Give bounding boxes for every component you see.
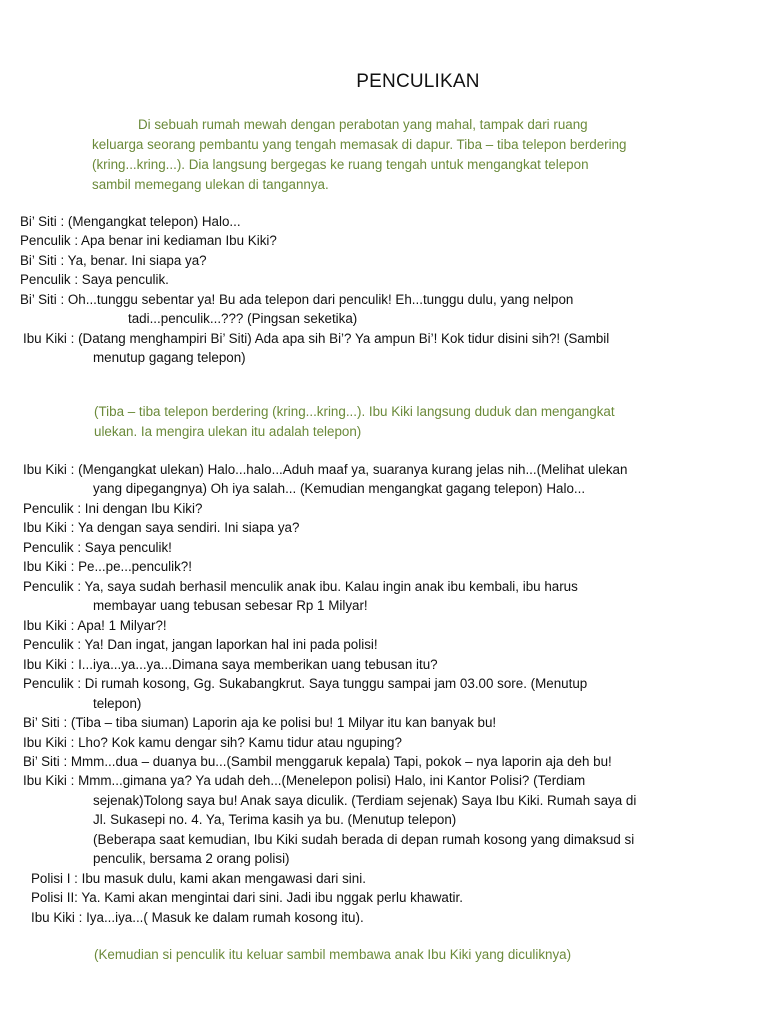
narration-line: (kring...kring...). Dia langsung bergegas ke ruang tengah untuk mengangkat telepon	[92, 157, 589, 172]
dialogue-continuation: telepon)	[93, 696, 142, 711]
end-narration: (Kemudian si penculik itu keluar sambil membawa anak Ibu Kiki yang diculiknya)	[94, 947, 572, 962]
dialogue-line: Ibu Kiki : Apa! 1 Milyar?!	[23, 618, 167, 633]
dialogue-line: Bi’ Siti : Mmm...dua – duanya bu...(Sambil menggaruk kepala) Tapi, pokok – nya laporin aja deh bu!	[23, 754, 612, 769]
dialogue-line: Ibu Kiki : Iya...iya...( Masuk ke dalam rumah kosong itu).	[31, 910, 364, 925]
page-title: PENCULIKAN	[356, 71, 480, 92]
dialogue-continuation: sejenak)Tolong saya bu! Anak saya diculik. (Terdiam sejenak) Saya Ibu Kiki. Rumah saya di	[93, 793, 637, 808]
dialogue-line: Penculik : Saya penculik!	[23, 540, 172, 555]
dialogue-continuation: yang dipegangnya) Oh iya salah... (Kemudian mengangkat gagang telepon) Halo...	[93, 481, 586, 496]
dialogue-line: Ibu Kiki : I...iya...ya...ya...Dimana saya memberikan uang tebusan itu?	[23, 657, 438, 672]
dialogue-line: Ibu Kiki : Mmm...gimana ya? Ya udah deh...(Menelepon polisi) Halo, ini Kantor Polisi? (Terdiam	[23, 773, 586, 788]
dialogue-line: Ibu Kiki : (Datang menghampiri Bi’ Siti) Ada apa sih Bi’? Ya ampun Bi’! Kok tidur disini sih?! (Sambil	[23, 331, 610, 346]
dialogue-continuation: membayar uang tebusan sebesar Rp 1 Milyar!	[93, 598, 368, 613]
dialogue-line: Penculik : Ini dengan Ibu Kiki?	[23, 501, 203, 516]
dialogue-continuation: menutup gagang telepon)	[93, 350, 246, 365]
dialogue-line: Bi’ Siti : Oh...tunggu sebentar ya! Bu ada telepon dari penculik! Eh...tunggu dulu, yang nelpon	[20, 292, 574, 307]
dialogue-continuation: Jl. Sukasepi no. 4. Ya, Terima kasih ya bu. (Menutup telepon)	[93, 812, 457, 827]
dialogue-line: Polisi II: Ya. Kami akan mengintai dari sini. Jadi ibu nggak perlu khawatir.	[31, 890, 463, 905]
dialogue-line: Ibu Kiki : Pe...pe...penculik?!	[23, 559, 192, 574]
dialogue-continuation: tadi...penculik...??? (Pingsan seketika)	[128, 311, 358, 326]
dialogue-line: Penculik : Saya penculik.	[20, 272, 169, 287]
dialogue-line: Penculik : Di rumah kosong, Gg. Sukabangkrut. Saya tunggu sampai jam 03.00 sore. (Menutup	[23, 676, 588, 691]
dialogue-line: Bi’ Siti : (Tiba – tiba siuman) Laporin aja ke polisi bu! 1 Milyar itu kan banyak bu!	[23, 715, 497, 730]
stage-direction: (Beberapa saat kemudian, Ibu Kiki sudah berada di depan rumah kosong yang dimaksud si	[93, 832, 635, 847]
dialogue-line: Penculik : Ya! Dan ingat, jangan laporkan hal ini pada polisi!	[23, 637, 378, 652]
stage-direction: penculik, bersama 2 orang polisi)	[93, 851, 290, 866]
dialogue-line: Bi’ Siti : (Mengangkat telepon) Halo...	[20, 214, 241, 229]
dialogue-line: Penculik : Ya, saya sudah berhasil menculik anak ibu. Kalau ingin anak ibu kembali, ibu harus	[23, 579, 578, 594]
dialogue-line: Ibu Kiki : Lho? Kok kamu dengar sih? Kamu tidur atau nguping?	[23, 735, 402, 750]
narration-line: Di sebuah rumah mewah dengan perabotan yang mahal, tampak dari ruang	[138, 117, 588, 132]
dialogue-line: Polisi I : Ibu masuk dulu, kami akan mengawasi dari sini.	[31, 871, 366, 886]
dialogue-line: Ibu Kiki : (Mengangkat ulekan) Halo...halo...Aduh maaf ya, suaranya kurang jelas nih...(Melihat ulekan	[23, 462, 628, 477]
dialogue-line: Ibu Kiki : Ya dengan saya sendiri. Ini siapa ya?	[23, 520, 300, 535]
narration-line: ulekan. Ia mengira ulekan itu adalah telepon)	[94, 424, 362, 439]
narration-line: keluarga seorang pembantu yang tengah memasak di dapur. Tiba – tiba telepon berdering	[92, 137, 627, 152]
dialogue-line: Penculik : Apa benar ini kediaman Ibu Kiki?	[20, 233, 277, 248]
mid-narration	[94, 402, 714, 442]
dialogue-line: Bi’ Siti : Ya, benar. Ini siapa ya?	[20, 253, 207, 268]
intro-narration	[92, 115, 714, 195]
narration-line: sambil memegang ulekan di tangannya.	[92, 177, 329, 192]
narration-line: (Tiba – tiba telepon berdering (kring...kring...). Ibu Kiki langsung duduk dan mengangkat	[94, 404, 615, 419]
